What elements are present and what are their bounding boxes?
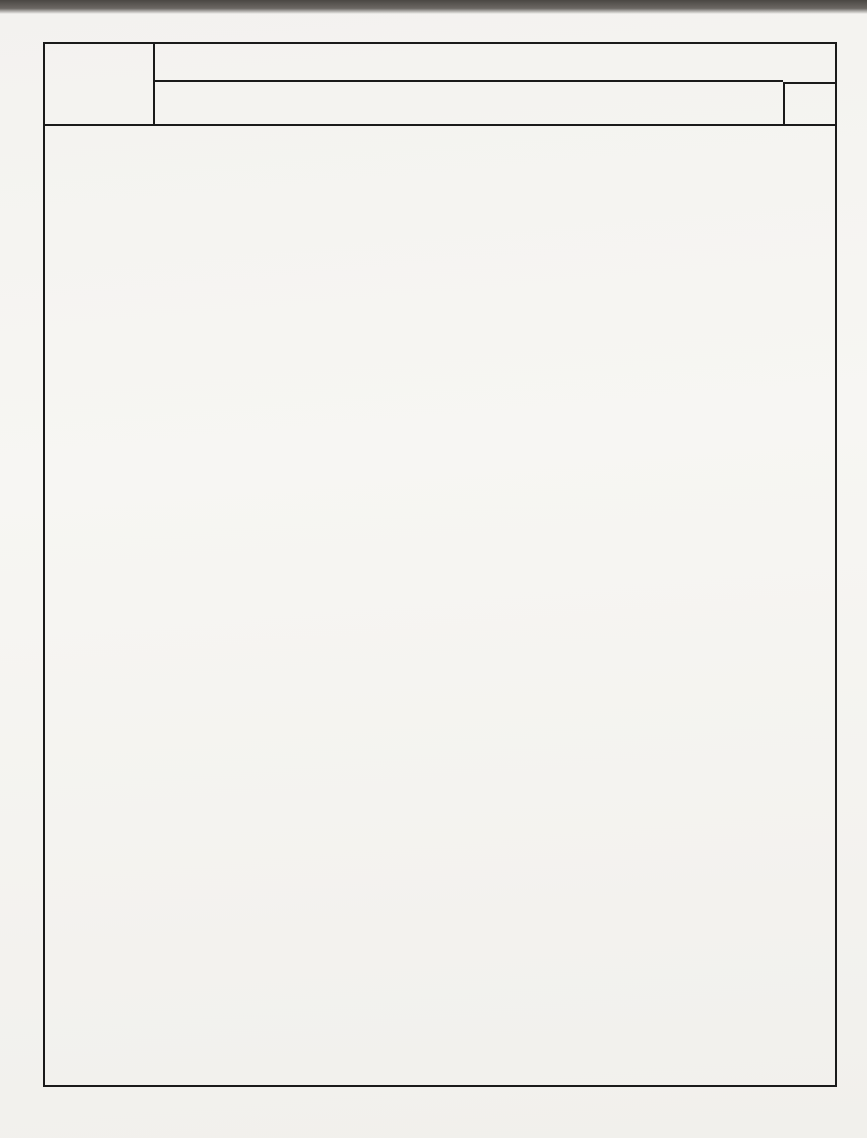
header-name [155, 84, 783, 124]
header-notes [45, 44, 155, 124]
header-number [783, 82, 835, 124]
coordination-table [43, 42, 837, 1087]
table-surface-edge [0, 0, 867, 14]
table-header [45, 44, 835, 126]
header-top-band [155, 44, 783, 82]
